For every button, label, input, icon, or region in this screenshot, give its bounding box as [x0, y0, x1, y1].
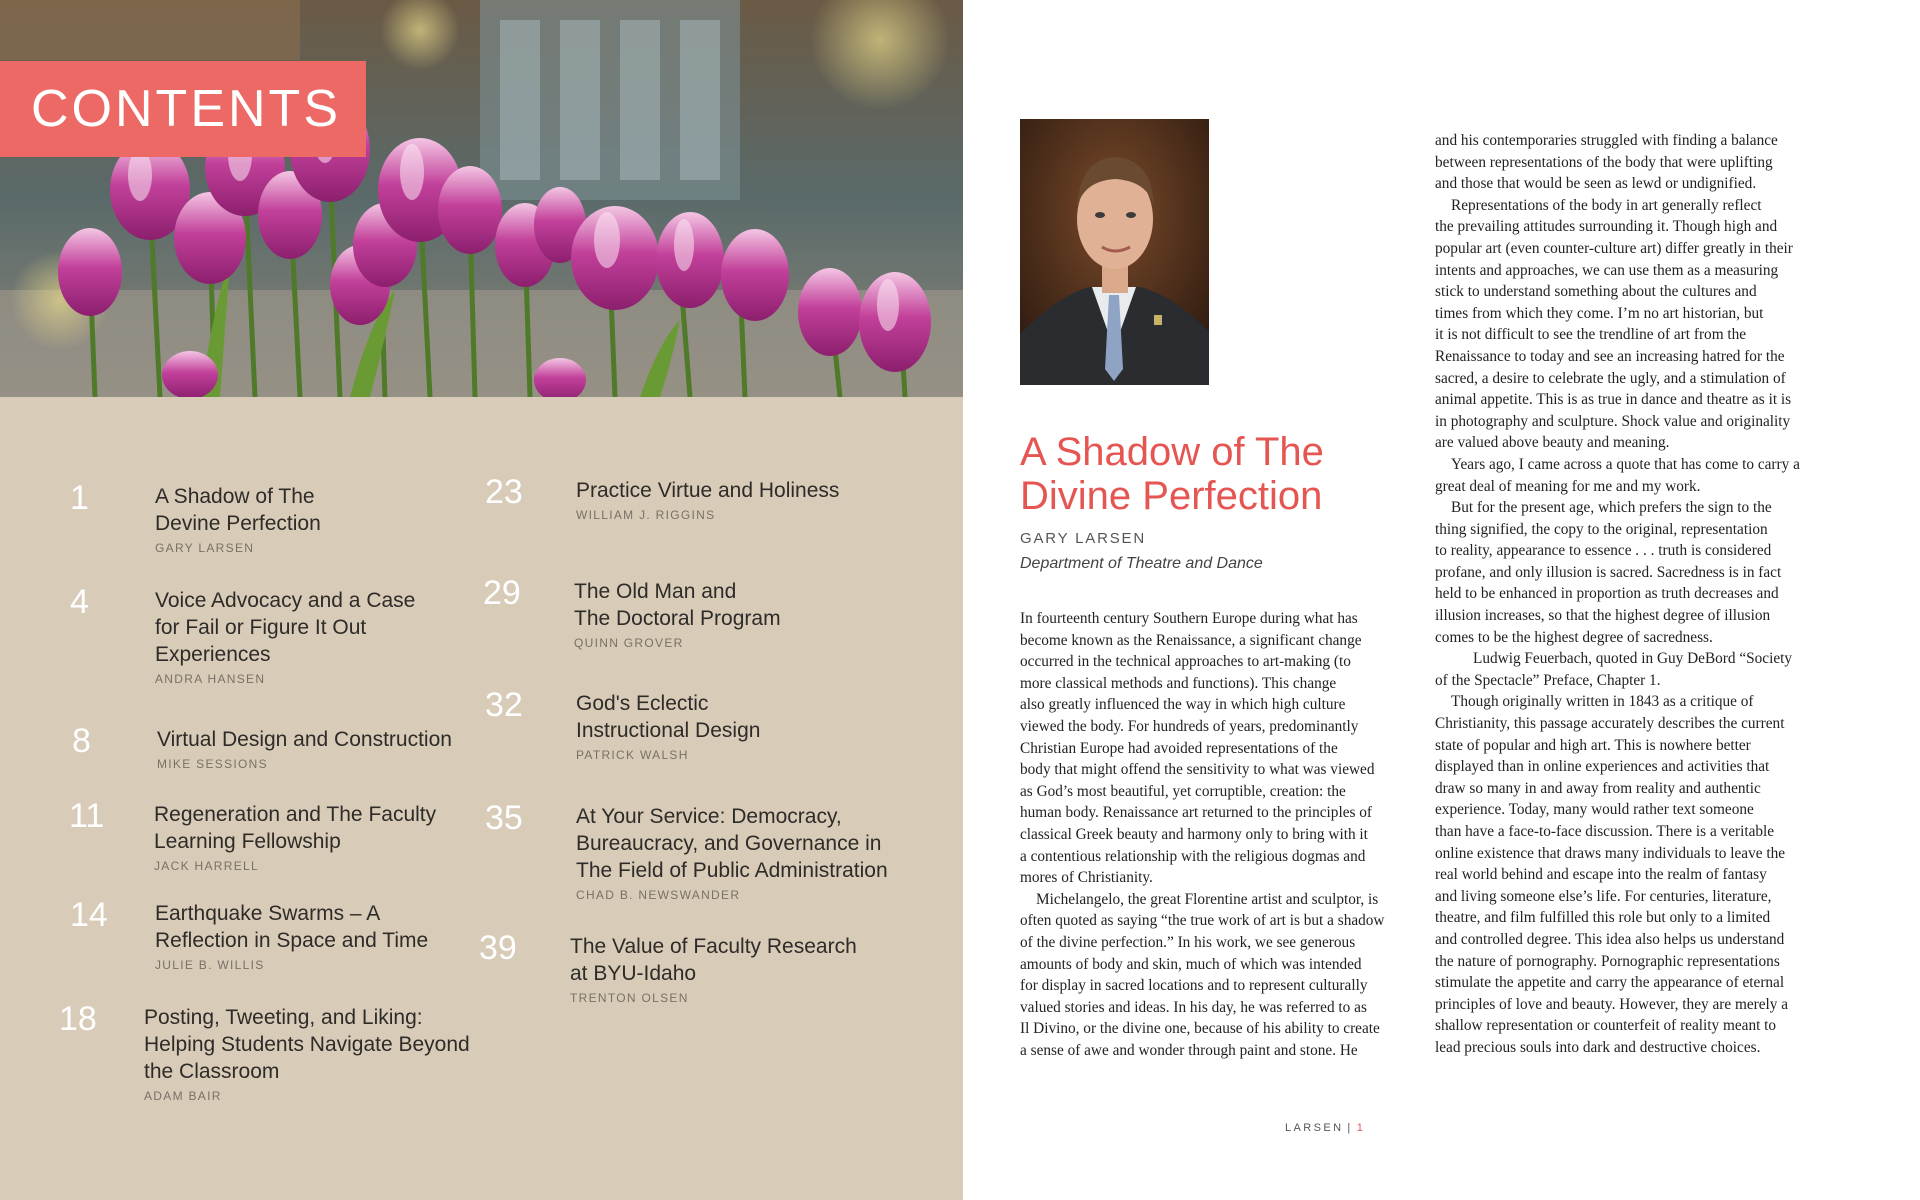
text-line: Years ago, I came across a quote that has come to carry a: [1451, 455, 1800, 473]
toc-title-line: The Value of Faculty Research: [570, 935, 857, 958]
text-line: human body. Renaissance art returned to the principles of: [1020, 804, 1372, 822]
text-line: of the Spectacle” Preface, Chapter 1.: [1435, 671, 1661, 689]
toc-page-number: 4: [70, 583, 89, 621]
text-line: for display in sacred locations and to represent culturally: [1020, 977, 1368, 995]
text-line: in photography and sculpture. Shock value and originality: [1435, 412, 1791, 430]
toc-title-line: Devine Perfection: [155, 512, 321, 535]
toc-entry[interactable]: [144, 1004, 504, 1103]
text-line: Il Divino, or the divine one, because of his ability to create: [1020, 1020, 1380, 1038]
text-line: are valued above beauty and meaning.: [1435, 434, 1670, 452]
text-line: held to be enhanced in proportion as truth decreases and: [1435, 585, 1779, 603]
paragraph: [1435, 691, 1835, 1058]
toc-author: MIKE SESSIONS: [157, 757, 268, 771]
toc-page-number: 11: [69, 797, 105, 835]
toc-title: [154, 801, 514, 855]
toc-page-number: 32: [485, 686, 523, 724]
text-line: body that might offend the sensitivity to what was viewed: [1020, 761, 1375, 779]
text-line: profane, and only illusion is sacred. Sacredness is in fact: [1435, 563, 1782, 581]
toc-page-number: 23: [485, 473, 523, 511]
author-portrait: [1020, 119, 1209, 385]
article-title-line: Divine Perfection: [1020, 474, 1323, 518]
toc-page-number: 18: [59, 1000, 97, 1038]
text-line: become known as the Renaissance, a significant change: [1020, 631, 1362, 649]
toc-title-line: Instructional Design: [576, 719, 761, 742]
text-line: between representations of the body that were uplifting: [1435, 153, 1773, 171]
paragraph: [1435, 454, 1835, 497]
toc-page-number: 39: [479, 929, 517, 967]
toc-entry[interactable]: [576, 690, 936, 762]
text-line: to reality, appearance to essence . . . truth is considered: [1435, 542, 1772, 560]
text-line: illusion increases, so that the highest degree of illusion: [1435, 607, 1771, 625]
article-title-line: A Shadow of The: [1020, 430, 1324, 474]
toc-page-number: 29: [483, 574, 521, 612]
text-line: the prevailing attitudes surrounding it. Though high and: [1435, 218, 1778, 236]
article-department: Department of Theatre and Dance: [1020, 555, 1263, 572]
page-number: 1: [1356, 1122, 1366, 1134]
text-line: shallow representation or counterfeit of reality meant to: [1435, 1017, 1777, 1035]
toc-title: [144, 1004, 504, 1085]
toc-author: JACK HARRELL: [154, 859, 259, 873]
text-line: Though originally written in 1843 as a critique of: [1451, 693, 1754, 711]
toc-entry[interactable]: [155, 483, 515, 555]
toc-title-line: At Your Service: Democracy,: [576, 805, 842, 828]
paragraph: [1020, 608, 1415, 889]
text-line: Christian Europe had avoided representations of the: [1020, 739, 1338, 757]
toc-title-line: God's Eclectic: [576, 692, 709, 715]
footer-separator: |: [1347, 1122, 1353, 1134]
toc-author: TRENTON OLSEN: [570, 991, 689, 1005]
toc-title-line: Earthquake Swarms – A: [155, 902, 381, 925]
text-line: classical Greek beauty and harmony only to bring with it: [1020, 825, 1368, 843]
toc-title-line: Posting, Tweeting, and Liking:: [144, 1006, 423, 1029]
toc-title-line: The Doctoral Program: [574, 607, 781, 630]
text-line: often quoted as saying “the true work of art is but a shadow: [1020, 912, 1385, 930]
toc-title-line: Reflection in Space and Time: [155, 929, 429, 952]
toc-title-line: Helping Students Navigate Beyond: [144, 1033, 470, 1056]
toc-title-line: for Fail or Figure It Out: [155, 616, 367, 639]
paragraph: [1435, 130, 1835, 195]
text-line: In fourteenth century Southern Europe during what has: [1020, 610, 1358, 627]
toc-page-number: 14: [70, 896, 108, 934]
toc-entry[interactable]: [576, 803, 936, 902]
toc-entry[interactable]: [154, 801, 514, 873]
block-quote: [1435, 497, 1835, 648]
toc-title: [155, 900, 515, 954]
toc-title: [576, 690, 936, 744]
article-column-2: [1435, 130, 1835, 1059]
text-line: and living someone else’s life. For centuries, literature,: [1435, 887, 1772, 905]
toc-title-line: The Old Man and: [574, 580, 737, 603]
toc-author: CHAD B. NEWSWANDER: [576, 888, 741, 902]
paragraph: [1020, 889, 1415, 1062]
text-line: amounts of body and skin, much of which was intended: [1020, 955, 1362, 973]
contents-heading: CONTENTS: [31, 80, 341, 138]
text-line: stick to understand something about the cultures and: [1435, 283, 1757, 301]
article-author: GARY LARSEN: [1020, 530, 1146, 547]
quote-attribution: [1435, 648, 1835, 691]
toc-entry[interactable]: [570, 933, 930, 1005]
text-line: theatre, and film fulfilled this role but only to a limited: [1435, 909, 1771, 927]
text-line: real world behind and escape into the realm of fantasy: [1435, 866, 1767, 884]
text-line: and controlled degree. This idea also helps us understand: [1435, 930, 1785, 948]
toc-page-number: 35: [485, 799, 523, 837]
toc-page-number: 8: [72, 722, 91, 760]
text-line: displayed than in online experiences and activities that: [1435, 758, 1770, 776]
text-line: than have a face-to-face discussion. There is a veritable: [1435, 823, 1775, 840]
toc-title-line: Virtual Design and Construction: [157, 728, 452, 751]
text-line: as God’s most beautiful, yet corruptible, creation: the: [1020, 782, 1346, 800]
paragraph: [1435, 195, 1835, 454]
text-line: Ludwig Feuerbach, quoted in Guy DeBord “Society: [1473, 650, 1793, 668]
toc-title-line: The Field of Public Administration: [576, 859, 888, 882]
text-line: times from which they come. I’m no art historian, but: [1435, 304, 1764, 322]
footer-author: LARSEN: [1285, 1122, 1344, 1134]
toc-title-line: Voice Advocacy and a Case: [155, 589, 416, 612]
toc-author: JULIE B. WILLIS: [155, 958, 265, 972]
tulip-photo: [0, 0, 963, 397]
text-line: experience. Today, many would rather text someone: [1435, 801, 1754, 819]
text-line: Renaissance to today and see an increasing hatred for the: [1435, 347, 1785, 365]
text-line: a contentious relationship with the religious dogmas and: [1020, 847, 1366, 865]
toc-title: [576, 477, 936, 504]
toc-entry[interactable]: [155, 587, 515, 686]
toc-title-line: A Shadow of The: [155, 485, 315, 508]
article-column-1: [1020, 608, 1415, 1061]
toc-entry[interactable]: [574, 578, 934, 650]
text-line: state of popular and high art. This is nowhere better: [1435, 736, 1751, 754]
text-line: principles of love and beauty. However, they are merely a: [1435, 995, 1789, 1013]
text-line: Michelangelo, the great Florentine artist and sculptor, is: [1036, 890, 1379, 908]
text-line: comes to be the highest degree of sacredness.: [1435, 628, 1713, 646]
toc-title: [157, 726, 517, 753]
text-line: animal appetite. This is as true in dance and theatre as it is: [1435, 391, 1792, 409]
text-line: lead precious souls into dark and destructive choices.: [1435, 1038, 1761, 1056]
text-line: also greatly influenced the way in which high culture: [1020, 696, 1346, 714]
toc-title: [155, 483, 515, 537]
toc-author: GARY LARSEN: [155, 541, 255, 555]
text-line: viewed the body. For hundreds of years, predominantly: [1020, 717, 1359, 735]
text-line: the nature of pornography. Pornographic representations: [1435, 952, 1780, 970]
text-line: intents and approaches, we can use them as a measuring: [1435, 261, 1779, 279]
text-line: thing signified, the copy to the original, representation: [1435, 520, 1768, 538]
toc-entry[interactable]: [576, 477, 936, 522]
text-line: more classical methods and functions). This change: [1020, 674, 1337, 692]
text-line: popular art (even counter-culture art) differ greatly in their: [1435, 239, 1793, 257]
toc-page-number: 1: [70, 479, 89, 517]
toc-title: [155, 587, 515, 668]
text-line: Representations of the body in art generally reflect: [1451, 196, 1762, 214]
toc-title-line: Regeneration and The Faculty: [154, 803, 437, 826]
text-line: stimulate the appetite and carry the appearance of eternal: [1435, 974, 1785, 992]
text-line: draw so many in and away from reality and authentic: [1435, 779, 1761, 797]
toc-title: [574, 578, 934, 632]
text-line: sacred, a desire to celebrate the ugly, and a stimulation of: [1435, 369, 1786, 387]
text-line: Christianity, this passage accurately describes the current: [1435, 715, 1785, 733]
text-line: great deal of meaning for me and my work.: [1435, 477, 1701, 495]
toc-title-line: Practice Virtue and Holiness: [576, 479, 840, 502]
toc-entry[interactable]: [155, 900, 515, 972]
text-line: and those that would be seen as lewd or undignified.: [1435, 175, 1757, 193]
toc-author: WILLIAM J. RIGGINS: [576, 508, 716, 522]
text-line: a sense of awe and wonder through paint and stone. He: [1020, 1041, 1358, 1059]
toc-title-line: Learning Fellowship: [154, 830, 341, 853]
text-line: But for the present age, which prefers the sign to the: [1451, 499, 1772, 517]
toc-title-line: at BYU-Idaho: [570, 962, 697, 985]
text-line: online existence that draws many individuals to leave the: [1435, 844, 1786, 862]
text-line: mores of Christianity.: [1020, 869, 1153, 887]
toc-title: [570, 933, 930, 987]
article-page: [963, 0, 1920, 1200]
article-title: [1020, 430, 1380, 518]
toc-entry[interactable]: [157, 726, 517, 771]
toc-author: PATRICK WALSH: [576, 748, 689, 762]
text-line: and his contemporaries struggled with finding a balance: [1435, 132, 1778, 149]
text-line: occurred in the technical approaches to art-making (to: [1020, 653, 1351, 671]
toc-author: ADAM BAIR: [144, 1089, 222, 1103]
text-line: it is not difficult to see the trendline of art from the: [1435, 326, 1747, 344]
toc-author: ANDRA HANSEN: [155, 672, 266, 686]
contents-banner: [0, 61, 366, 157]
toc-title-line: the Classroom: [144, 1060, 280, 1083]
toc-title: [576, 803, 936, 884]
toc-title-line: Experiences: [155, 643, 271, 666]
page-footer: [1285, 1122, 1365, 1134]
text-line: of the divine perfection.” In his work, we see generous: [1020, 933, 1356, 951]
toc-author: QUINN GROVER: [574, 636, 684, 650]
toc-title-line: Bureaucracy, and Governance in: [576, 832, 882, 855]
text-line: valued stories and ideas. In his day, he was referred to as: [1020, 998, 1367, 1016]
